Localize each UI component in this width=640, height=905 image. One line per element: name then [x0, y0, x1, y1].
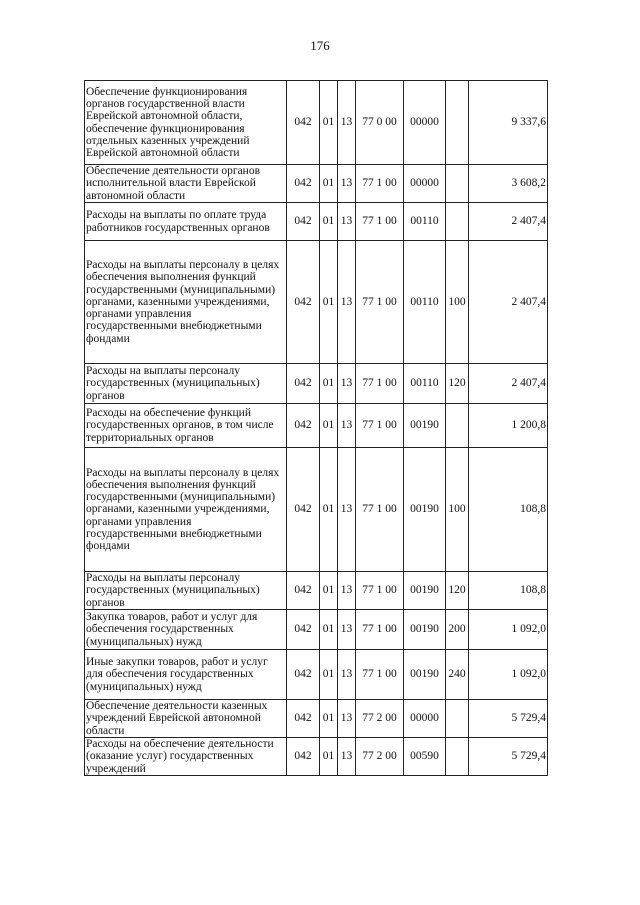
- row-expense-type: 100: [446, 448, 469, 572]
- row-expense-type: 120: [446, 364, 469, 404]
- row-name: Закупка товаров, работ и услуг для обеспечения государственных (муниципальных) нужд: [85, 610, 287, 650]
- row-amount: 2 407,4: [469, 203, 548, 241]
- row-target-article-direction: 00190: [404, 448, 446, 572]
- row-target-article-program: 77 1 00: [356, 165, 404, 203]
- row-subsection: 13: [338, 700, 356, 738]
- row-name: Расходы на выплаты персоналу в целях обеспечения выполнения функций государственными (муниципальными) органами, казенными учреждениями, органами управления государственными внебюджетными фондами: [85, 448, 287, 572]
- row-grbs: 042: [287, 572, 320, 610]
- row-expense-type: 200: [446, 610, 469, 650]
- row-name: Обеспечение деятельности органов исполнительной власти Еврейской автономной области: [85, 165, 287, 203]
- row-section: 01: [320, 404, 338, 448]
- row-target-article-program: 77 1 00: [356, 650, 404, 700]
- row-target-article-direction: 00110: [404, 364, 446, 404]
- row-subsection: 13: [338, 650, 356, 700]
- row-grbs: 042: [287, 81, 320, 165]
- row-name: Обеспечение функционирования органов государственной власти Еврейской автономной области, обеспечение функционирования отдельных казенных учреждений Еврейской автономной области: [85, 81, 287, 165]
- row-amount: 9 337,6: [469, 81, 548, 165]
- row-name: Расходы на обеспечение деятельности (оказание услуг) государственных учреждений: [85, 738, 287, 776]
- row-grbs: 042: [287, 241, 320, 364]
- row-target-article-program: 77 1 00: [356, 203, 404, 241]
- row-name: Иные закупки товаров, работ и услуг для обеспечения государственных (муниципальных) нужд: [85, 650, 287, 700]
- table-row: [85, 203, 548, 241]
- row-target-article-direction: 00190: [404, 650, 446, 700]
- row-target-article-direction: 00190: [404, 404, 446, 448]
- table-row: [85, 241, 548, 364]
- row-name: Расходы на выплаты персоналу государственных (муниципальных) органов: [85, 572, 287, 610]
- row-grbs: 042: [287, 165, 320, 203]
- table-row: [85, 165, 548, 203]
- row-amount: 108,8: [469, 448, 548, 572]
- table-row: [85, 364, 548, 404]
- page-number: 176: [310, 38, 330, 53]
- row-subsection: 13: [338, 203, 356, 241]
- row-target-article-direction: 00590: [404, 738, 446, 776]
- row-section: 01: [320, 203, 338, 241]
- row-section: 01: [320, 650, 338, 700]
- row-target-article-direction: 00000: [404, 700, 446, 738]
- table-row: [85, 448, 548, 572]
- row-subsection: 13: [338, 81, 356, 165]
- row-grbs: 042: [287, 448, 320, 572]
- row-amount: 2 407,4: [469, 364, 548, 404]
- row-amount: 1 092,0: [469, 610, 548, 650]
- row-target-article-program: 77 1 00: [356, 404, 404, 448]
- row-expense-type: [446, 81, 469, 165]
- row-amount: 108,8: [469, 572, 548, 610]
- row-section: 01: [320, 572, 338, 610]
- row-section: 01: [320, 81, 338, 165]
- row-amount: 1 092,0: [469, 650, 548, 700]
- row-name: Обеспечение деятельности казенных учреждений Еврейской автономной области: [85, 700, 287, 738]
- budget-table: [84, 80, 548, 776]
- row-amount: 5 729,4: [469, 700, 548, 738]
- row-subsection: 13: [338, 165, 356, 203]
- row-section: 01: [320, 364, 338, 404]
- row-expense-type: [446, 165, 469, 203]
- row-target-article-direction: 00190: [404, 610, 446, 650]
- row-target-article-program: 77 0 00: [356, 81, 404, 165]
- row-amount: 2 407,4: [469, 241, 548, 364]
- row-target-article-direction: 00190: [404, 572, 446, 610]
- table-row: [85, 650, 548, 700]
- row-grbs: 042: [287, 650, 320, 700]
- row-target-article-direction: 00000: [404, 165, 446, 203]
- row-amount: 1 200,8: [469, 404, 548, 448]
- row-subsection: 13: [338, 364, 356, 404]
- row-name: Расходы на выплаты персоналу в целях обеспечения выполнения функций государственными (муниципальными) органами, казенными учреждениями, органами управления государственными внебюджетными фондами: [85, 241, 287, 364]
- row-grbs: 042: [287, 700, 320, 738]
- row-target-article-program: 77 1 00: [356, 572, 404, 610]
- row-expense-type: 100: [446, 241, 469, 364]
- row-subsection: 13: [338, 572, 356, 610]
- row-grbs: 042: [287, 404, 320, 448]
- table-row: [85, 572, 548, 610]
- row-target-article-program: 77 1 00: [356, 610, 404, 650]
- row-section: 01: [320, 241, 338, 364]
- row-grbs: 042: [287, 738, 320, 776]
- row-target-article-direction: 00110: [404, 203, 446, 241]
- row-amount: 5 729,4: [469, 738, 548, 776]
- row-target-article-direction: 00110: [404, 241, 446, 364]
- row-subsection: 13: [338, 610, 356, 650]
- row-expense-type: [446, 404, 469, 448]
- row-grbs: 042: [287, 610, 320, 650]
- row-subsection: 13: [338, 404, 356, 448]
- row-target-article-program: 77 1 00: [356, 364, 404, 404]
- table-body: [85, 81, 548, 776]
- row-name: Расходы на выплаты персоналу государственных (муниципальных) органов: [85, 364, 287, 404]
- row-subsection: 13: [338, 241, 356, 364]
- row-expense-type: 120: [446, 572, 469, 610]
- table-row: [85, 404, 548, 448]
- row-amount: 3 608,2: [469, 165, 548, 203]
- row-target-article-program: 77 1 00: [356, 448, 404, 572]
- row-target-article-program: 77 1 00: [356, 241, 404, 364]
- row-expense-type: [446, 738, 469, 776]
- row-target-article-program: 77 2 00: [356, 738, 404, 776]
- row-name: Расходы на обеспечение функций государственных органов, в том числе территориальных органов: [85, 404, 287, 448]
- row-grbs: 042: [287, 364, 320, 404]
- table-row: [85, 700, 548, 738]
- table-row: [85, 610, 548, 650]
- row-subsection: 13: [338, 738, 356, 776]
- row-subsection: 13: [338, 448, 356, 572]
- row-grbs: 042: [287, 203, 320, 241]
- row-section: 01: [320, 165, 338, 203]
- table-row: [85, 738, 548, 776]
- table-row: [85, 81, 548, 165]
- row-section: 01: [320, 700, 338, 738]
- row-expense-type: 240: [446, 650, 469, 700]
- row-expense-type: [446, 700, 469, 738]
- row-expense-type: [446, 203, 469, 241]
- row-section: 01: [320, 448, 338, 572]
- row-target-article-direction: 00000: [404, 81, 446, 165]
- row-name: Расходы на выплаты по оплате труда работников государственных органов: [85, 203, 287, 241]
- row-target-article-program: 77 2 00: [356, 700, 404, 738]
- row-section: 01: [320, 738, 338, 776]
- row-section: 01: [320, 610, 338, 650]
